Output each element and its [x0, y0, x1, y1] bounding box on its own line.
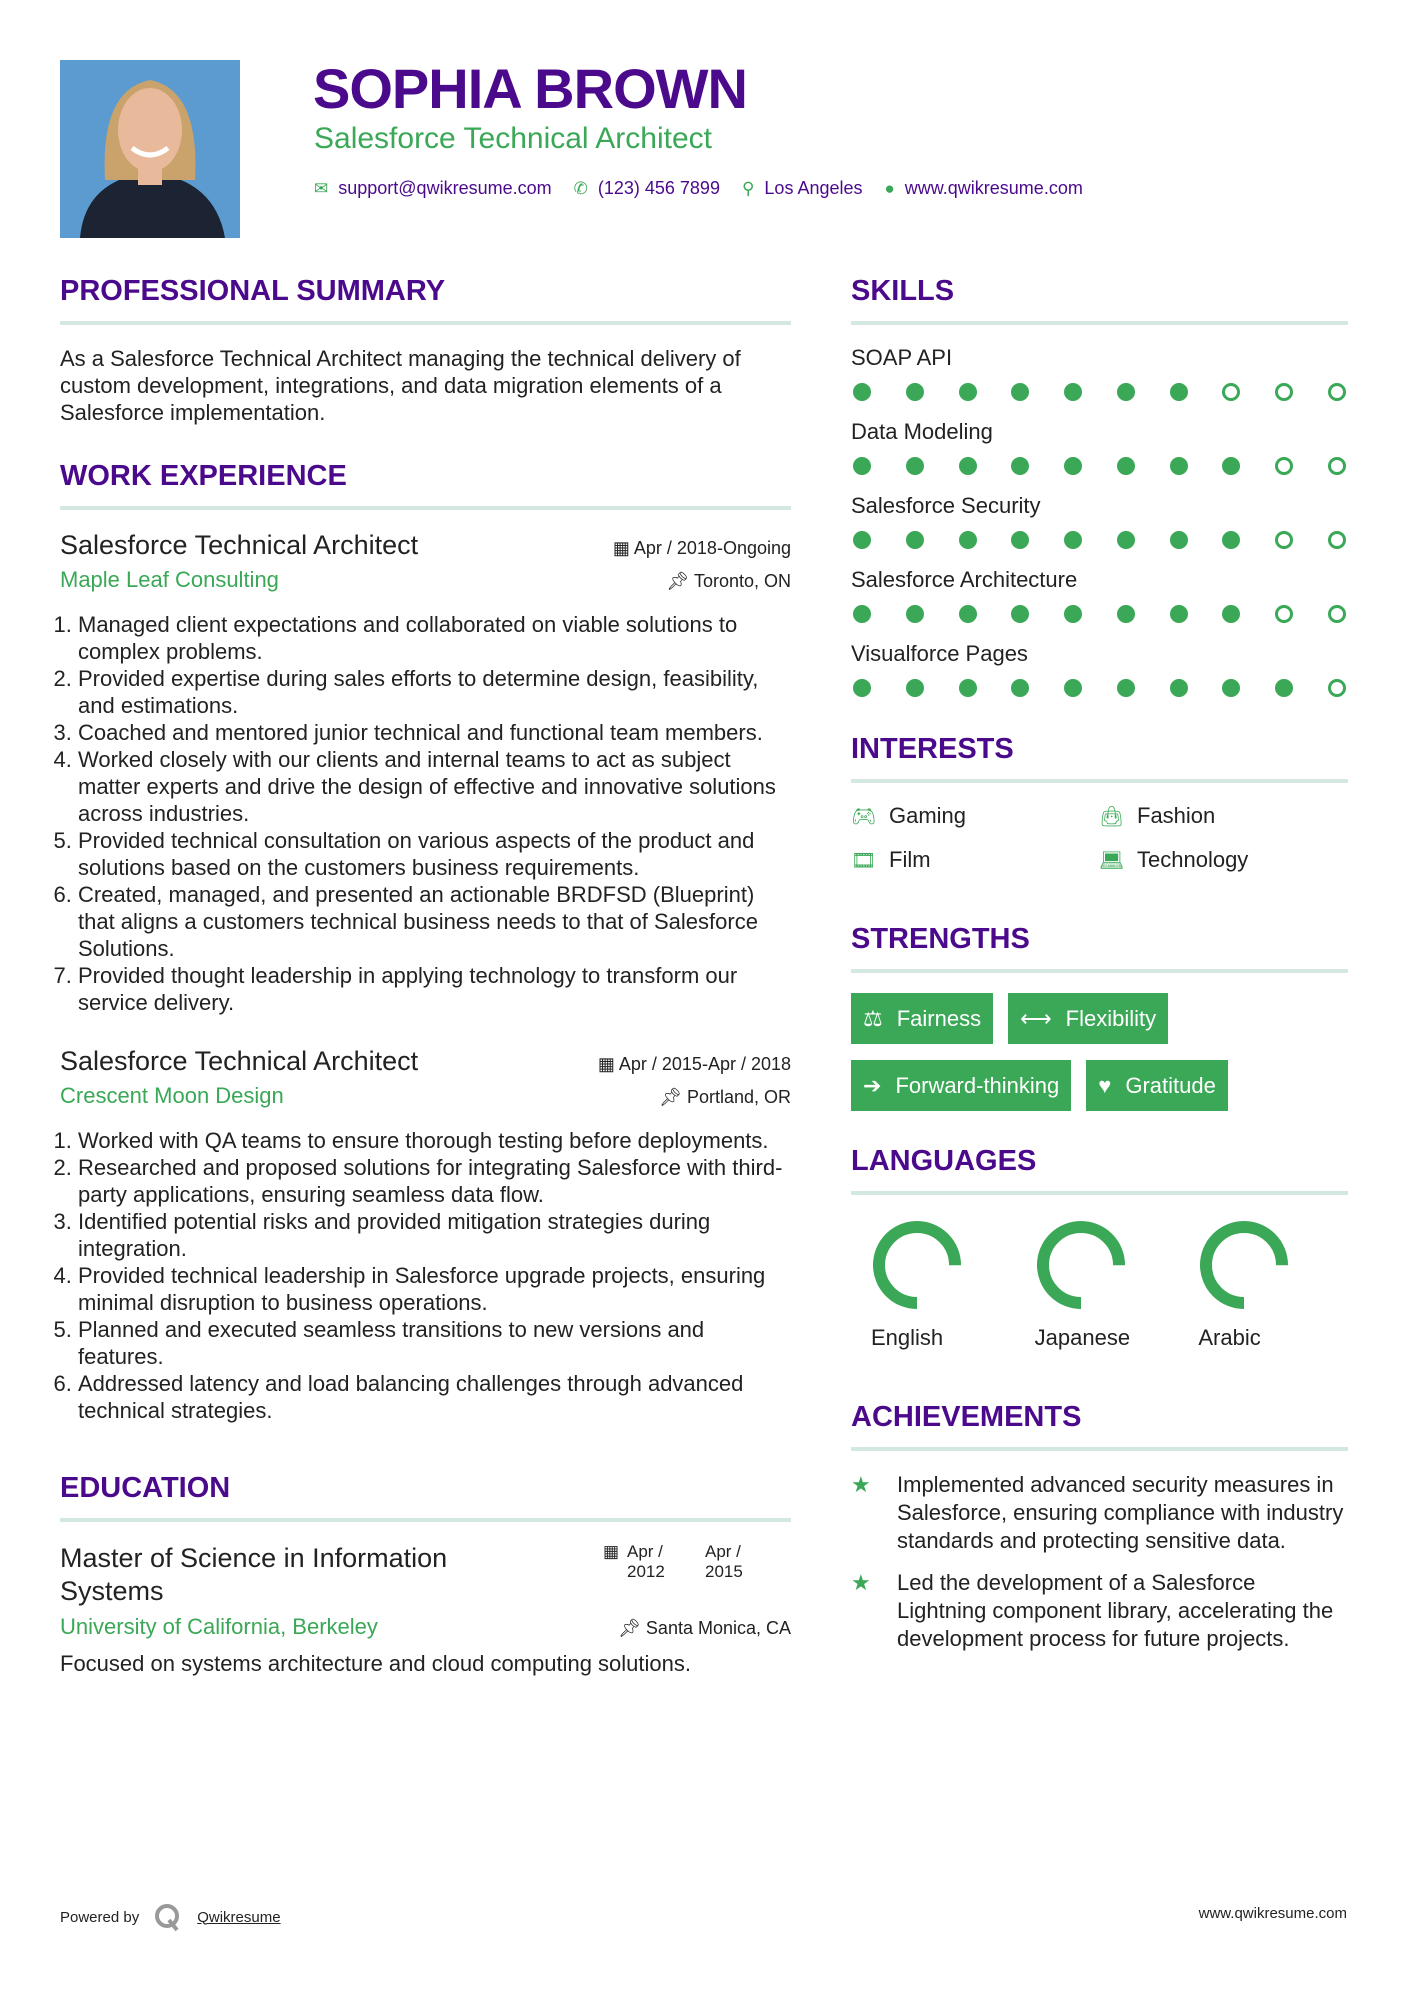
strength-name: Forward-thinking [895, 1072, 1060, 1098]
summary-text: As a Salesforce Technical Architect managing the technical delivery of custom development, integrations, and data migration elements of a Salesforce implementation. [60, 346, 741, 425]
duty-item: 6. Addressed latency and load balancing challenges through advanced technical strategies. [78, 1370, 791, 1424]
achievement-item [851, 1569, 1348, 1653]
job-dates [613, 538, 791, 559]
rating-dot-filled [959, 531, 977, 549]
rating-dot-empty [1275, 605, 1293, 623]
skill-name: Salesforce Security [851, 493, 1041, 518]
rating-dot-filled [1222, 531, 1240, 549]
rating-dot-empty [1275, 531, 1293, 549]
rating-dot-filled [1011, 383, 1029, 401]
rating-dot-filled [853, 531, 871, 549]
duty-item: 5. Planned and executed seamless transitions to new versions and features. [78, 1316, 791, 1370]
envelope-icon: ✉ [314, 178, 329, 198]
education-header [60, 1542, 791, 1608]
pin-icon: 📌︎ [659, 1087, 687, 1107]
balance-scale-icon: ⚖ [863, 1005, 883, 1031]
language-progress-arc [1206, 1227, 1282, 1303]
language-name: Arabic [1198, 1325, 1261, 1350]
language-name: Japanese [1034, 1325, 1131, 1350]
duty-item: 3. Identified potential risks and provided mitigation strategies during integration. [78, 1208, 791, 1262]
language-item [1184, 1215, 1348, 1351]
heart-icon: ♥ [1098, 1072, 1112, 1098]
rating-dot-filled [1170, 457, 1188, 475]
laptop-icon: 💻︎ [1099, 849, 1125, 872]
rating-dot-filled [1170, 679, 1188, 697]
phone-text: (123) 456 7899 [597, 178, 720, 198]
achievements-list [851, 1471, 1348, 1653]
job-subheader [60, 561, 791, 593]
section-heading-work: WORK EXPERIENCE [60, 460, 347, 492]
rating-dot-filled [1222, 457, 1240, 475]
rating-dot-filled [1170, 531, 1188, 549]
rating-dot-filled [906, 383, 924, 401]
duty-item: 4. Provided technical leadership in Salesforce upgrade projects, ensuring minimal disruption to business operations. [78, 1262, 791, 1316]
map-marker-icon: ⚲ [741, 178, 755, 198]
divider [851, 321, 1348, 325]
skill-name: Data Modeling [851, 419, 993, 444]
rating-dot-filled [853, 457, 871, 475]
skill-name: Visualforce Pages [851, 641, 1028, 666]
duty-item: 3. Coached and mentored junior technical and functional team members. [78, 719, 791, 746]
rating-dot-empty [1275, 457, 1293, 475]
degree-title: Master of Science in Information Systems [60, 1543, 448, 1606]
divider [60, 506, 791, 510]
strength-name: Flexibility [1065, 1005, 1157, 1031]
shopping-bag-icon: 👜︎ [1099, 805, 1125, 828]
skill-rating [851, 679, 1348, 697]
interest-item [1099, 847, 1347, 873]
language-progress-ring [1031, 1215, 1131, 1315]
email-link[interactable]: support@qwikresume.com [338, 178, 552, 198]
rating-dot-filled [1117, 679, 1135, 697]
rating-dot-filled [1170, 383, 1188, 401]
achievement-item [851, 1471, 1348, 1555]
rating-dot-filled [1011, 531, 1029, 549]
left-column [60, 275, 791, 1677]
right-column [851, 275, 1348, 1667]
rating-dot-filled [906, 457, 924, 475]
section-heading-achievements: ACHIEVEMENTS [851, 1401, 1082, 1433]
company-name: Maple Leaf Consulting [60, 567, 279, 592]
duty-item: 1. Managed client expectations and collaborated on viable solutions to complex problems. [78, 611, 791, 665]
section-heading-skills: SKILLS [851, 275, 955, 307]
skill-name: Salesforce Architecture [851, 567, 1078, 592]
section-heading-languages: LANGUAGES [851, 1145, 1037, 1177]
skill-rating [851, 383, 1348, 401]
job-title: Salesforce Technical Architect [60, 1046, 419, 1076]
achievement-text: Led the development of a Salesforce Lightning component library, accelerating the development process for future projects. [897, 1570, 1334, 1651]
interest-name: Fashion [1137, 803, 1216, 828]
divider [60, 321, 791, 325]
language-progress-arc [879, 1227, 955, 1303]
rating-dot-filled [906, 679, 924, 697]
interest-name: Technology [1137, 847, 1249, 872]
company-name: Crescent Moon Design [60, 1083, 284, 1108]
rating-dot-filled [959, 383, 977, 401]
duty-item: 4. Worked closely with our clients and internal teams to act as subject matter experts and drive the design of effective and innovative solutions across industries. [78, 746, 791, 827]
rating-dot-filled [1011, 605, 1029, 623]
job-location-text: Portland, OR [686, 1087, 791, 1107]
job-list [60, 530, 791, 1424]
language-progress-arc [1043, 1227, 1119, 1303]
duty-item: 5. Provided technical consultation on various aspects of the product and solutions based on the customers business requirements. [78, 827, 791, 881]
interest-item [1099, 803, 1347, 829]
duty-item: 1. Worked with QA teams to ensure thorough testing before deployments. [78, 1127, 791, 1154]
job-dates-text: Apr / 2018-Ongoing [633, 538, 791, 558]
film-icon: 🎞︎ [851, 849, 877, 872]
arrows-h-icon: ⟷ [1020, 1005, 1052, 1031]
footer-website[interactable]: www.qwikresume.com [1198, 1905, 1347, 1922]
strengths-list [851, 993, 1348, 1111]
achievement-text: Implemented advanced security measures in Salesforce, ensuring compliance with industry standards and protecting sensitive data. [897, 1472, 1344, 1553]
section-heading-interests: INTERESTS [851, 733, 1014, 765]
job-location [659, 1087, 791, 1108]
interest-name: Film [889, 847, 931, 872]
interests-list [851, 803, 1348, 873]
divider [851, 1191, 1348, 1195]
website-link[interactable]: www.qwikresume.com [904, 178, 1083, 198]
rating-dot-filled [906, 531, 924, 549]
rating-dot-filled [1011, 457, 1029, 475]
gamepad-icon: 🎮︎ [851, 805, 877, 828]
language-name: English [871, 1325, 944, 1350]
section-heading-strengths: STRENGTHS [851, 923, 1030, 955]
start-date: Apr / 2012 [627, 1542, 665, 1581]
star-icon: ★ [851, 1472, 871, 1497]
rating-dot-filled [1117, 605, 1135, 623]
rating-dot-empty [1275, 383, 1293, 401]
rating-dot-filled [1064, 679, 1082, 697]
rating-dot-filled [1222, 605, 1240, 623]
language-progress-ring [1194, 1215, 1294, 1315]
rating-dot-filled [853, 679, 871, 697]
strength-name: Gratitude [1125, 1072, 1216, 1098]
star-icon: ★ [851, 1570, 871, 1595]
location-text: Los Angeles [764, 178, 863, 198]
strength-tag [851, 993, 993, 1044]
rating-dot-empty [1328, 679, 1346, 697]
qwikresume-logo-icon [153, 1902, 183, 1932]
job-header [60, 1046, 791, 1077]
rating-dot-filled [1064, 383, 1082, 401]
skill-name: SOAP API [851, 345, 953, 370]
phone-icon: ✆ [573, 178, 588, 198]
interest-item [851, 803, 1099, 829]
skill-rating [851, 605, 1348, 623]
pin-icon: 📌︎ [666, 571, 694, 591]
candidate-title: Salesforce Technical Architect [314, 122, 712, 155]
rating-dot-empty [1328, 531, 1346, 549]
strength-name: Fairness [896, 1005, 982, 1031]
job-dates-text: Apr / 2015-Apr / 2018 [618, 1054, 791, 1074]
job-duties [60, 611, 791, 1016]
interest-name: Gaming [889, 803, 967, 828]
education-location-text: Santa Monica, CA [645, 1618, 791, 1638]
language-item [1021, 1215, 1185, 1351]
strength-tag [1086, 1060, 1228, 1111]
job-title: Salesforce Technical Architect [60, 530, 419, 560]
education-description: Focused on systems architecture and cloud computing solutions. [60, 1651, 691, 1676]
strength-tag [1008, 993, 1168, 1044]
education-location [618, 1618, 791, 1639]
divider [851, 1447, 1348, 1451]
rating-dot-filled [1117, 457, 1135, 475]
job-subheader [60, 1077, 791, 1109]
language-progress-ring [867, 1215, 967, 1315]
skills-list [851, 345, 1348, 697]
globe-icon: ● [884, 178, 895, 198]
rating-dot-filled [853, 383, 871, 401]
rating-dot-empty [1328, 383, 1346, 401]
job-duties [60, 1127, 791, 1424]
interest-item [851, 847, 1099, 873]
rating-dot-filled [1170, 605, 1188, 623]
school-name: University of California, Berkeley [60, 1614, 378, 1639]
arrow-right-icon: ➔ [863, 1072, 882, 1098]
languages-list [851, 1215, 1348, 1351]
rating-dot-empty [1222, 383, 1240, 401]
calendar-icon: ▦ [602, 1542, 619, 1561]
skill-rating [851, 531, 1348, 549]
job-entry [60, 1046, 791, 1424]
contact-bar [314, 178, 1083, 199]
calendar-icon: ▦ [612, 538, 634, 558]
education-dates [603, 1542, 755, 1582]
rating-dot-filled [853, 605, 871, 623]
duty-item: 2. Researched and proposed solutions for integrating Salesforce with third-party applications, ensuring seamless data flow. [78, 1154, 791, 1208]
rating-dot-empty [1328, 457, 1346, 475]
job-dates [598, 1054, 791, 1075]
job-entry [60, 530, 791, 1016]
rating-dot-filled [959, 679, 977, 697]
divider [851, 969, 1348, 973]
footer-powered-by [60, 1902, 281, 1932]
qwikresume-link[interactable]: Qwikresume [197, 1908, 281, 1926]
rating-dot-filled [1064, 605, 1082, 623]
candidate-name: SOPHIA BROWN [313, 57, 747, 120]
rating-dot-filled [906, 605, 924, 623]
section-heading-summary: PROFESSIONAL SUMMARY [60, 275, 446, 307]
powered-by-label: Powered by [60, 1908, 140, 1926]
job-location [666, 571, 791, 592]
duty-item: 7. Provided thought leadership in applying technology to transform our service delivery. [78, 962, 791, 1016]
divider [60, 1518, 791, 1522]
language-item [857, 1215, 1021, 1351]
duty-item: 2. Provided expertise during sales efforts to determine design, feasibility, and estimations. [78, 665, 791, 719]
section-heading-education: EDUCATION [60, 1472, 231, 1504]
rating-dot-filled [1064, 531, 1082, 549]
rating-dot-filled [1222, 679, 1240, 697]
divider [851, 779, 1348, 783]
rating-dot-filled [959, 605, 977, 623]
job-location-text: Toronto, ON [693, 571, 791, 591]
job-header [60, 530, 791, 561]
education-subheader [60, 1608, 791, 1640]
strength-tag [851, 1060, 1071, 1111]
calendar-icon: ▦ [597, 1054, 619, 1074]
duty-item: 6. Created, managed, and presented an actionable BRDFSD (Blueprint) that aligns a customers technical business needs to that of Salesforce Solutions. [78, 881, 791, 962]
rating-dot-filled [1117, 531, 1135, 549]
skill-rating [851, 457, 1348, 475]
end-date: Apr / 2015 [705, 1542, 743, 1581]
rating-dot-filled [1064, 457, 1082, 475]
rating-dot-filled [959, 457, 977, 475]
rating-dot-filled [1117, 383, 1135, 401]
pin-icon: 📌︎ [618, 1618, 646, 1638]
rating-dot-filled [1011, 679, 1029, 697]
rating-dot-filled [1275, 679, 1293, 697]
profile-photo [60, 60, 240, 238]
rating-dot-empty [1328, 605, 1346, 623]
